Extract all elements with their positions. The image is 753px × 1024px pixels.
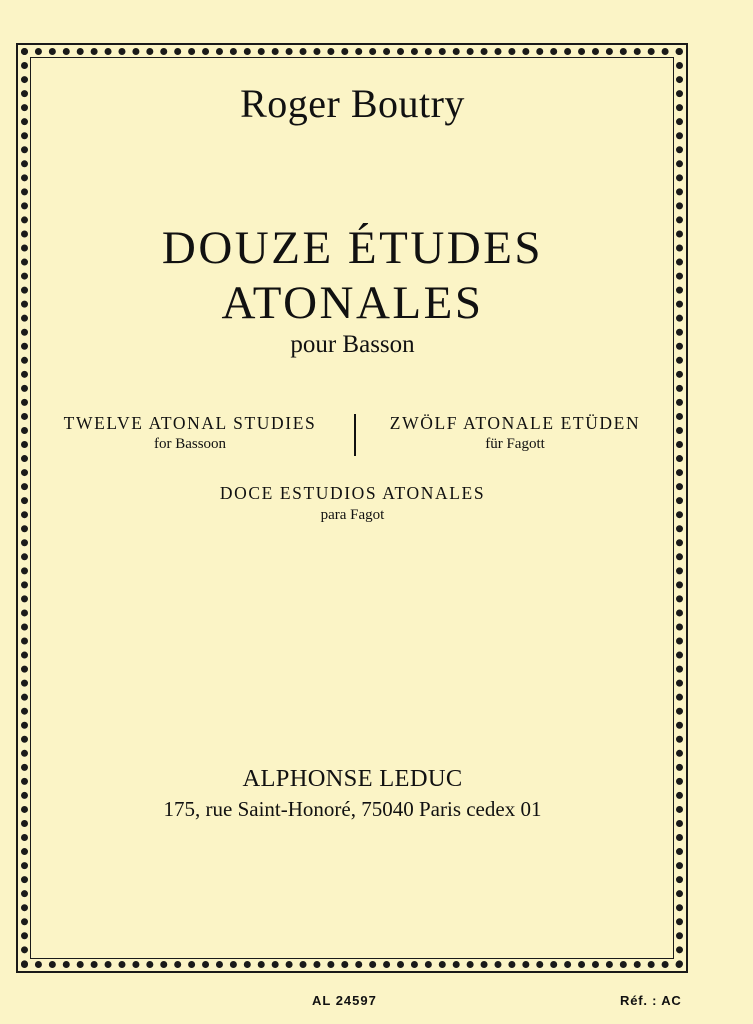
spanish-title: DOCE ESTUDIOS ATONALES <box>219 483 486 503</box>
publisher-name: ALPHONSE LEDUC <box>242 765 463 792</box>
publisher-address: 175, rue Saint-Honoré, 75040 Paris cedex 01 <box>163 797 542 821</box>
english-title-block <box>45 412 335 454</box>
german-title: ZWÖLF ATONALE ETÜDEN <box>389 413 641 433</box>
english-subtitle: for Bassoon <box>153 436 227 452</box>
composer-name: Roger Boutry <box>240 81 465 126</box>
title-line-2: ATONALES <box>221 277 484 329</box>
english-title: TWELVE ATONAL STUDIES <box>63 413 317 433</box>
german-title-block <box>365 412 665 454</box>
german-subtitle: für Fagott <box>485 436 545 452</box>
instrument-subtitle: pour Basson <box>290 331 415 358</box>
catalog-number: AL 24597 <box>312 993 377 1008</box>
title-line-1: DOUZE ÉTUDES <box>161 222 544 274</box>
reference-code: Réf. : AC <box>620 993 682 1008</box>
title-divider <box>354 414 356 456</box>
spanish-subtitle: para Fagot <box>320 507 385 523</box>
